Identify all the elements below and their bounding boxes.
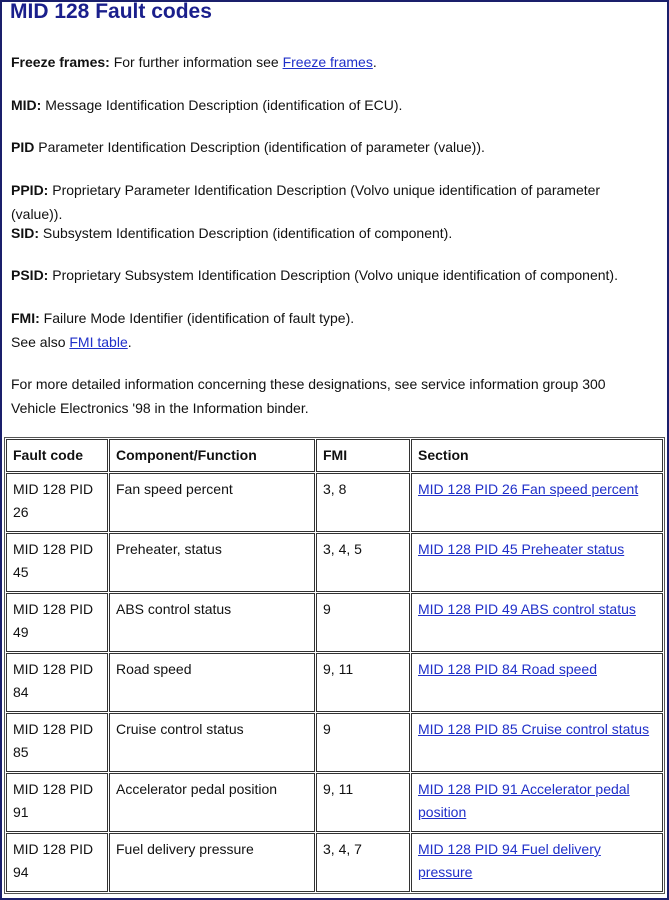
fmi-cell: 9	[316, 593, 410, 652]
table-row	[6, 593, 663, 652]
table-header-row	[6, 439, 663, 472]
fmi-cell: 9, 11	[316, 653, 410, 712]
section-cell	[411, 593, 663, 652]
section-link[interactable]: MID 128 PID 45 Preheater status	[418, 541, 625, 557]
sid-definition	[11, 222, 651, 246]
table-row	[6, 533, 663, 592]
table-row	[6, 833, 663, 892]
pid-definition	[11, 136, 651, 160]
component-cell: Accelerator pedal position	[109, 773, 315, 832]
fault-code-cell: MID 128 PID 84	[6, 653, 108, 712]
freeze-frames-term: Freeze frames:	[11, 54, 110, 70]
fmi-definition	[11, 307, 651, 354]
ppid-definition	[11, 179, 651, 226]
fault-code-cell: MID 128 PID 85	[6, 713, 108, 772]
table-row	[6, 713, 663, 772]
ppid-term: PPID:	[11, 182, 49, 198]
pid-text: Parameter Identification Description (identification of parameter (value)).	[34, 139, 485, 155]
section-link[interactable]: MID 128 PID 26 Fan speed percent	[418, 481, 639, 497]
psid-definition	[11, 264, 651, 288]
fmi-term: FMI:	[11, 310, 40, 326]
component-cell: ABS control status	[109, 593, 315, 652]
section-link[interactable]: MID 128 PID 84 Road speed	[418, 661, 597, 677]
pid-term: PID	[11, 139, 35, 155]
section-link[interactable]: MID 128 PID 49 ABS control status	[418, 601, 636, 617]
freeze-frames-tail: .	[372, 54, 377, 70]
fmi-cell: 3, 4, 5	[316, 533, 410, 592]
section-link[interactable]: MID 128 PID 85 Cruise control status	[418, 721, 650, 737]
component-cell: Fuel delivery pressure	[109, 833, 315, 892]
section-cell	[411, 833, 663, 892]
section-link[interactable]: MID 128 PID 91 Accelerator pedal position	[418, 781, 630, 820]
fmi-table-link[interactable]: FMI table	[69, 333, 128, 350]
mid-term: MID:	[11, 97, 42, 113]
fault-code-cell: MID 128 PID 91	[6, 773, 108, 832]
more-info-paragraph: For more detailed information concerning these designations, see service information group 300 Vehicle Electronics '98 in the Information binder.	[11, 376, 606, 416]
section-cell	[411, 653, 663, 712]
fmi-cell: 3, 4, 7	[316, 833, 410, 892]
section-link[interactable]: MID 128 PID 94 Fuel delivery pressure	[418, 841, 601, 880]
sid-term: SID:	[11, 225, 39, 241]
page-title: MID 128 Fault codes	[10, 0, 212, 23]
sid-text: Subsystem Identification Description (identification of component).	[39, 225, 453, 241]
fmi-text: Failure Mode Identifier (identification of fault type).	[39, 310, 355, 326]
section-cell	[411, 773, 663, 832]
component-cell: Preheater, status	[109, 533, 315, 592]
fault-codes-table	[4, 437, 665, 894]
fmi-cell: 9, 11	[316, 773, 410, 832]
header-component-function: Component/Function	[109, 439, 315, 472]
fmi-see-also: See also	[11, 333, 70, 350]
psid-term: PSID:	[11, 267, 49, 283]
fmi-cell: 3, 8	[316, 473, 410, 532]
section-cell	[411, 533, 663, 592]
header-fmi: FMI	[316, 439, 410, 472]
table-row	[6, 773, 663, 832]
fmi-cell: 9	[316, 713, 410, 772]
fault-code-cell: MID 128 PID 26	[6, 473, 108, 532]
component-cell: Road speed	[109, 653, 315, 712]
table-row	[6, 653, 663, 712]
freeze-frames-paragraph	[11, 51, 651, 75]
fault-code-cell: MID 128 PID 45	[6, 533, 108, 592]
mid-text: Message Identification Description (identification of ECU).	[41, 97, 403, 113]
component-cell: Fan speed percent	[109, 473, 315, 532]
mid-definition	[11, 94, 651, 118]
freeze-frames-text: For further information see	[109, 54, 283, 70]
table-row	[6, 473, 663, 532]
header-section: Section	[411, 439, 663, 472]
component-cell: Cruise control status	[109, 713, 315, 772]
fault-code-cell: MID 128 PID 49	[6, 593, 108, 652]
ppid-text: Proprietary Parameter Identification Description (Volvo unique identification of parameter (value)).	[11, 182, 601, 222]
fmi-tail: .	[127, 333, 132, 350]
freeze-frames-link[interactable]: Freeze frames	[282, 54, 373, 70]
psid-text: Proprietary Subsystem Identification Description (Volvo unique identification of component).	[48, 267, 618, 283]
header-fault-code: Fault code	[6, 439, 108, 472]
section-cell	[411, 473, 663, 532]
fault-code-cell: MID 128 PID 94	[6, 833, 108, 892]
section-cell	[411, 713, 663, 772]
